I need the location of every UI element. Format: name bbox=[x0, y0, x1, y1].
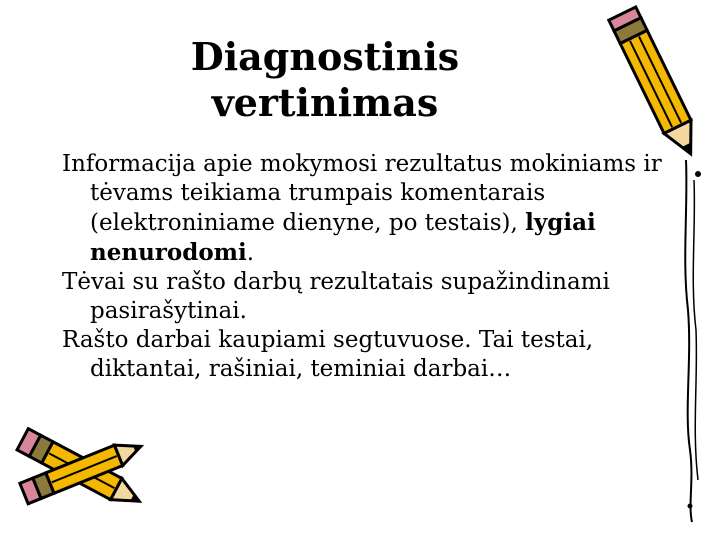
paragraph-1-text: Informacija apie mokymosi rezultatus mokiniams ir tėvams teikiama trumpais komentarais (elektroniniame dienyne, po testais), bbox=[62, 151, 662, 236]
paragraph-1 bbox=[62, 150, 672, 268]
paragraph-1-end: . bbox=[246, 240, 255, 266]
paragraph-2: Tėvai su rašto darbų rezultatais supažindinami pasirašytinai. bbox=[62, 269, 610, 324]
decorative-lines bbox=[676, 150, 706, 530]
slide-title bbox=[150, 34, 500, 126]
title-line-1: Diagnostinis bbox=[190, 34, 460, 79]
pencil-icon bbox=[596, 0, 716, 170]
paragraph-1-bold: lygiai nenurodomi bbox=[90, 209, 596, 266]
paragraph-3: Rašto darbai kaupiami segtuvuose. Tai testai, diktantai, rašiniai, teminiai darbai… bbox=[62, 327, 594, 382]
slide-body bbox=[62, 150, 672, 384]
crossed-pencils-icon bbox=[0, 410, 160, 535]
title-line-2: vertinimas bbox=[211, 80, 439, 125]
